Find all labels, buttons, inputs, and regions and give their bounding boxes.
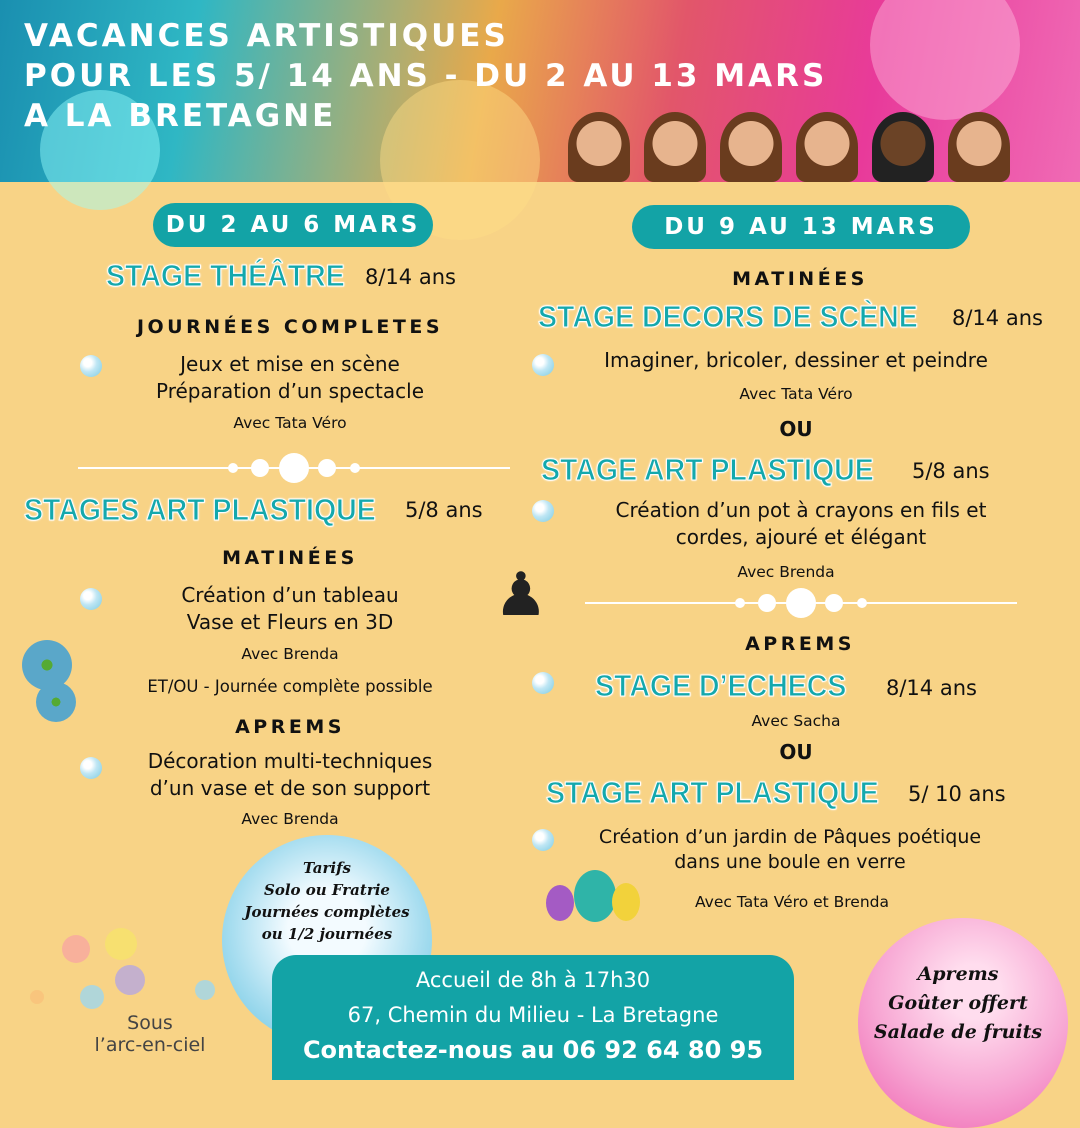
description: Création d’un tableau Vase et Fleurs en 3D: [181, 583, 399, 634]
section-subtitle: JOURNÉES COMPLETES: [136, 316, 444, 338]
header-banner: [0, 0, 1080, 182]
bubble-bullet-icon: [532, 354, 554, 376]
bubble-bullet-icon: [80, 355, 102, 377]
date-badge-left: DU 2 AU 6 MARS: [153, 203, 433, 247]
age-range: 8/14 ans: [886, 676, 977, 700]
instructor: Avec Brenda: [241, 645, 339, 663]
address: 67, Chemin du Milieu - La Bretagne: [347, 1003, 719, 1027]
bubble-bullet-icon: [532, 672, 554, 694]
or-separator: OU: [779, 740, 813, 764]
stage-title: STAGE DECORS DE SCÈNE: [538, 299, 918, 334]
description: Imaginer, bricoler, dessiner et peindre: [604, 348, 988, 372]
description: Création d’un jardin de Pâques poétique dans une boule en verre: [598, 826, 982, 873]
age-range: 8/14 ans: [952, 306, 1043, 330]
age-range: 5/8 ans: [405, 498, 483, 522]
date-badge-right: DU 9 AU 13 MARS: [632, 205, 970, 249]
age-range: 5/8 ans: [912, 459, 990, 483]
title-line: VACANCES ARTISTIQUES: [24, 18, 509, 54]
flower-icon: [22, 640, 72, 690]
instructor: Avec Brenda: [737, 563, 835, 581]
or-separator: OU: [779, 417, 813, 441]
tarifs-bubble: Tarifs Solo ou Fratrie Journées complètes ou 1/2 journées: [222, 835, 432, 1045]
section-subtitle: MATINÉES: [732, 268, 868, 290]
instructor: Avec Sacha: [751, 712, 841, 730]
bubble-bullet-icon: [80, 588, 102, 610]
instructor: Avec Tata Véro: [739, 385, 853, 403]
contact-footer: [272, 955, 794, 1080]
bubble-bullet-icon: [80, 757, 102, 779]
children-photo: [568, 112, 1010, 182]
instructor: Avec Tata Véro: [233, 414, 347, 432]
hours: Accueil de 8h à 17h30: [415, 968, 651, 992]
easter-egg-icon: [612, 883, 640, 921]
stage-title: STAGE D’ECHECS: [595, 668, 847, 703]
stage-title: STAGES ART PLASTIQUE: [24, 492, 376, 527]
phone: Contactez-nous au 06 92 64 80 95: [302, 1036, 764, 1064]
instructor: Avec Tata Véro et Brenda: [694, 893, 890, 911]
stage-title: STAGE THÉÂTRE: [106, 258, 345, 293]
section-subtitle: APREMS: [235, 716, 345, 738]
bubble-bullet-icon: [532, 500, 554, 522]
easter-egg-icon: [574, 870, 616, 922]
description: Jeux et mise en scène Préparation d’un spectacle: [155, 352, 425, 403]
bubble-bullet-icon: [532, 829, 554, 851]
note: ET/OU - Journée complète possible: [147, 677, 433, 696]
easter-egg-icon: [546, 885, 574, 921]
chess-pawn-icon: ♟: [494, 560, 548, 630]
age-range: 8/14 ans: [365, 265, 456, 289]
instructor: Avec Brenda: [241, 810, 339, 828]
gouter-bubble: Aprems Goûter offert Salade de fruits: [858, 918, 1068, 1128]
section-subtitle: APREMS: [745, 633, 855, 655]
age-range: 5/ 10 ans: [908, 782, 1006, 806]
stage-title: STAGE ART PLASTIQUE: [541, 452, 874, 487]
flower-icon: [36, 682, 76, 722]
bokeh: [870, 0, 1020, 120]
description: Création d’un pot à crayons en fils et cordes, ajouré et élégant: [615, 498, 987, 549]
title-line: POUR LES 5/ 14 ANS - DU 2 AU 13 MARS: [24, 58, 828, 94]
title-line: A LA BRETAGNE: [24, 98, 337, 134]
section-subtitle: MATINÉES: [222, 547, 358, 569]
stage-title: STAGE ART PLASTIQUE: [546, 775, 879, 810]
description: Décoration multi-techniques d’un vase et de son support: [147, 749, 433, 800]
